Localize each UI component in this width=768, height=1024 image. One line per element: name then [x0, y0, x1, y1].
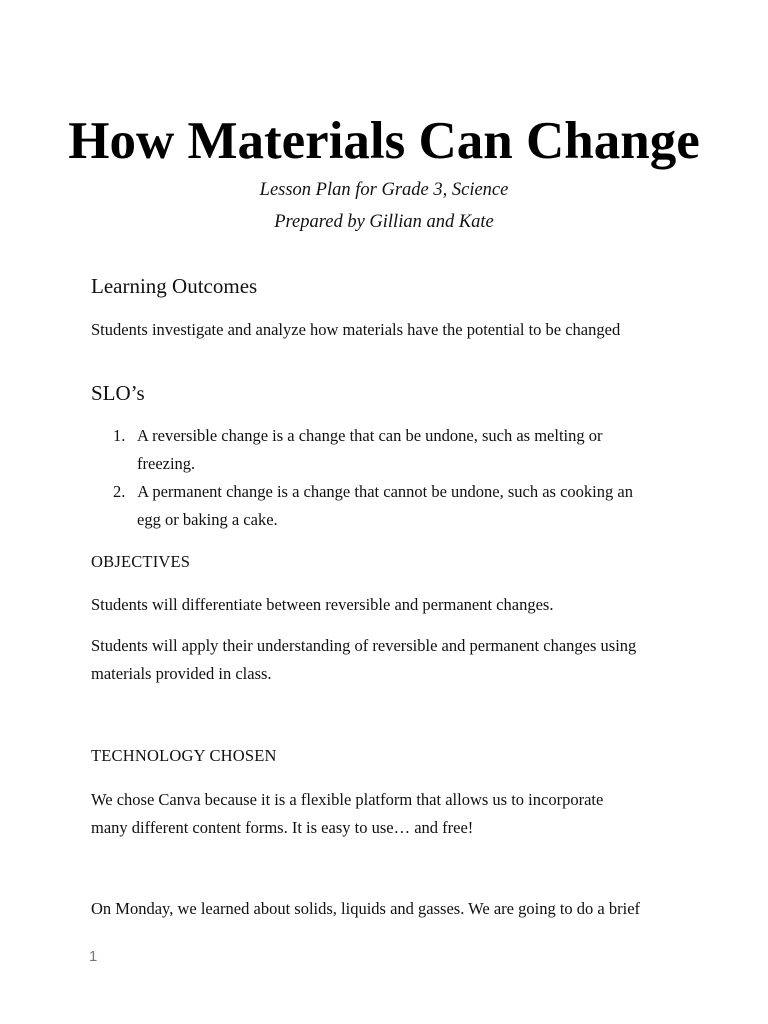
slo-item-text: A permanent change is a change that cannot be undone, such as cooking an — [134, 482, 633, 501]
slo-item-text: freezing. — [137, 454, 196, 473]
prepared-by-subtitle: Prepared by Gillian and Kate — [274, 212, 494, 232]
slo-item-text: A reversible change is a change that can be undone, such as melting or — [137, 426, 603, 445]
slos-heading: SLO’s — [91, 381, 145, 405]
closing-paragraph-line: On Monday, we learned about solids, liquids and gasses. We are going to do a brief — [91, 899, 641, 918]
slo-item-text: egg or baking a cake. — [137, 510, 278, 529]
lesson-plan-subtitle: Lesson Plan for Grade 3, Science — [259, 180, 509, 200]
learning-outcomes-heading: Learning Outcomes — [91, 274, 258, 298]
technology-heading: TECHNOLOGY CHOSEN — [91, 746, 277, 765]
page-number: 1 — [89, 948, 98, 965]
slo-item-number: 1. — [113, 426, 126, 445]
technology-text-line1: We chose Canva because it is a flexible platform that allows us to incorporate — [91, 790, 604, 809]
learning-outcomes-text: Students investigate and analyze how materials have the potential to be changed — [91, 320, 621, 339]
objectives-heading: OBJECTIVES — [91, 552, 191, 571]
slo-item-number: 2. — [113, 482, 126, 501]
technology-text-line2: many different content forms. It is easy to use… and free! — [91, 818, 474, 837]
objectives-paragraph-2-line1: Students will apply their understanding of reversible and permanent changes using — [91, 636, 637, 655]
document-title: How Materials Can Change — [68, 112, 700, 170]
objectives-paragraph-1: Students will differentiate between reversible and permanent changes. — [91, 595, 554, 614]
objectives-paragraph-2-line2: materials provided in class. — [91, 664, 272, 683]
